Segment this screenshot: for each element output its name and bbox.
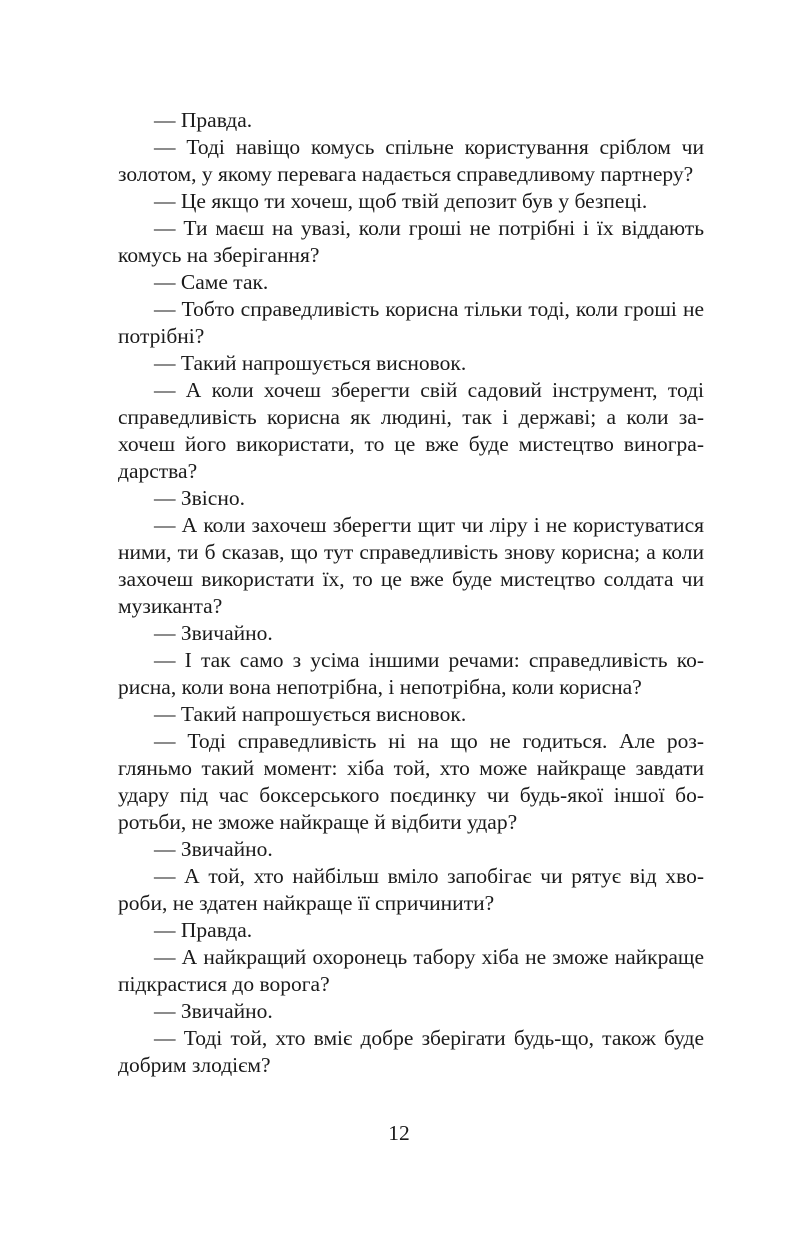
paragraph: — Правда. xyxy=(154,918,253,942)
paragraph: — А коли хочеш зберегти свій садовий інструмент, тоді справедливість корисна як людині, так і державі; а коли захочеш його використати, то це вже буде мистецтво виноградарства? xyxy=(118,378,704,483)
paragraph: — Звичайно. xyxy=(154,837,273,861)
paragraph: — Звичайно. xyxy=(154,621,273,645)
paragraph: — Ти маєш на увазі, коли гроші не потрібні і їх віддають комусь на зберігання? xyxy=(118,216,704,267)
paragraph: — І так само з усіма іншими речами: справедливість корисна, коли вона непотрібна, і непотрібна, коли корисна? xyxy=(118,648,704,699)
paragraph: — Тоді навіщо комусь спільне користування сріблом чи золотом, у якому перевага надається справедливому партнеру? xyxy=(118,135,704,186)
paragraph: — А коли захочеш зберегти щит чи ліру і не користуватися ними, ти б сказав, що тут справедливість знову корисна; а коли захочеш використати їх, то це вже буде мистецтво солдата чи музиканта? xyxy=(118,513,704,618)
paragraph: — Такий напрошується висновок. xyxy=(154,351,467,375)
paragraph: — Звісно. xyxy=(154,486,245,510)
paragraph: — Звичайно. xyxy=(154,999,273,1023)
paragraph: — Це якщо ти хочеш, щоб твій депозит був у безпеці. xyxy=(154,189,648,213)
paragraph: — Такий напрошується висновок. xyxy=(154,702,467,726)
paragraph: — А найкращий охоронець табору хіба не зможе найкраще підкрастися до ворога? xyxy=(118,945,704,996)
dialogue-text xyxy=(118,107,704,1079)
paragraph: — Тоді той, хто вміє добре зберігати будь-що, також буде добрим злодієм? xyxy=(118,1026,704,1077)
paragraph: — Тоді справедливість ні на що не годиться. Але розгляньмо такий момент: хіба той, хто може найкраще завдати удару під час боксерського поєдинку чи будь-якої іншої боротьби, не зможе найкраще й відбити удар? xyxy=(118,729,704,834)
paragraph: — Тобто справедливість корисна тільки тоді, коли гроші не потрібні? xyxy=(118,297,704,348)
paragraph: — Правда. xyxy=(154,108,253,132)
page-number: 12 xyxy=(388,1121,410,1145)
paragraph: — А той, хто найбільш вміло запобігає чи рятує від хвороби, не здатен найкраще її спричинити? xyxy=(118,864,704,915)
paragraph: — Саме так. xyxy=(154,270,269,294)
